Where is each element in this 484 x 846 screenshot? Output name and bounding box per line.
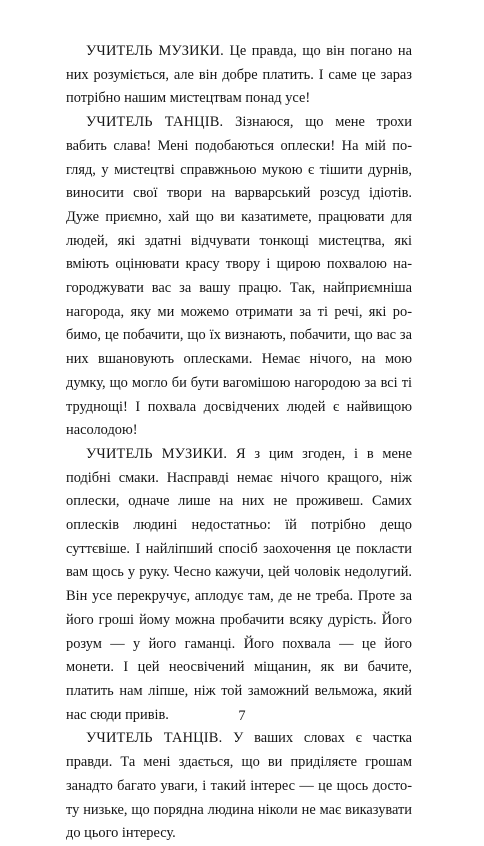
speaker-name: УЧИТЕЛЬ МУЗИКИ. <box>86 445 228 462</box>
speaker-name: УЧИТЕЛЬ ТАНЦІВ. <box>86 114 224 131</box>
paragraph-text: Я з цим згоден, і в мене подібні смаки. Насправді немає нічого кращого, ніж оплески, одначе лише на них не проживеш. Самих оплесків людині недостатньо: їй потрібно дещо суттєвіше. І найліпший спосіб заохочення це покласти вам щось у руку. Чесно кажучи, цей чоловік недолугий. Він усе перекручує, аплодує там, де не треба. Проте за його гроші йому можна пробачити всяку дурість. Його розум — у його гаманці. Його похвала — це його монети. І цей неосвічений міщанин, як ви бачите, платить нам ліпше, ніж той заможний вельможа, який нас сюди привів. <box>66 445 413 723</box>
paragraph-2 <box>66 111 412 443</box>
paragraph-1 <box>66 40 412 111</box>
speaker-name: УЧИТЕЛЬ ТАНЦІВ. <box>86 730 223 747</box>
paragraph-text: У ваших словах є частка правди. Та мені здається, що ви приділяєте грошам занадто багато уваги, і такий інтерес — це щось достоту низьке, що порядна людина ніколи не має виказувати до цього інтересу. <box>66 730 412 842</box>
page-number: 7 <box>238 708 246 724</box>
paragraph-4 <box>66 727 412 846</box>
paragraph-text: Зізнаюся, що мене трохи вабить слава! Мені подобаються оплески! На мій погляд, у мистецтві справжньою мукою є тішити дурнів, виносити свої твори на варварський розсуд ідіотів. Дуже приємно, хай що ви казатимете, працювати для людей, які здатні відчувати тонкощі мистецтва, які вміють оцінювати красу твору і щирою похвалою нагороджувати вас за вашу працю. Так, найприємніша нагорода, яку ми можемо отримати за ті речі, які робимо, це побачити, що їх визнають, побачити, що вас за них вшановують оплесками. Немає нічого, на мою думку, що могло би бути вагомішою нагородою за всі ті труднощі! І похвала досвідчених людей є найвищою насолодою! <box>66 114 412 439</box>
speaker-name: УЧИТЕЛЬ МУЗИКИ. <box>86 43 224 59</box>
paragraph-3 <box>66 443 412 727</box>
paragraph-text: Це правда, що він погано на них розуміється, але він добре платить. І саме це зараз потрібно нашим мистецтвам понад усе! <box>66 43 412 107</box>
